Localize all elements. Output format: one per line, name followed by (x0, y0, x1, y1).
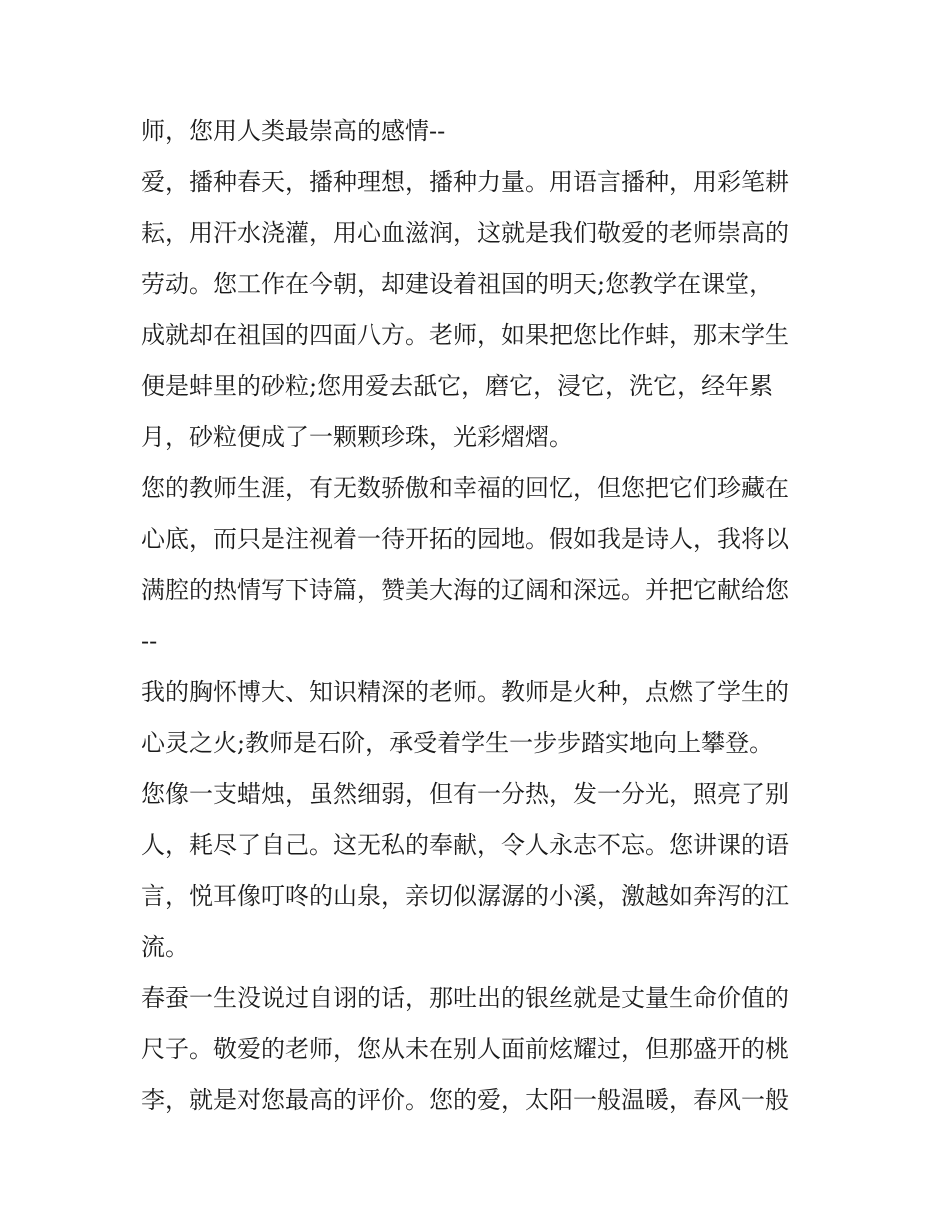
text-line: 您的教师生涯，有无数骄傲和幸福的回忆，但您把它们珍藏在 (141, 474, 789, 502)
text-line: 师，您用人类最崇高的感情-- (141, 117, 446, 145)
text-line: 春蚕一生没说过自诩的话，那吐出的银丝就是丈量生命价值的 (141, 984, 789, 1012)
text-line: 李，就是对您最高的评价。您的爱，太阳一般温暖，春风一般 (141, 1086, 789, 1114)
text-line: 人，耗尽了自己。这无私的奉献，令人永志不忘。您讲课的语 (141, 831, 789, 859)
text-line: 尺子。敬爱的老师，您从未在别人面前炫耀过，但那盛开的桃 (141, 1035, 789, 1063)
text-line: 流。 (141, 933, 189, 961)
text-line: 言，悦耳像叮咚的山泉，亲切似潺潺的小溪，激越如奔泻的江 (141, 882, 789, 910)
text-line: 心灵之火;教师是石阶，承受着学生一步步踏实地向上攀登。 (141, 729, 774, 757)
text-line: 耘，用汗水浇灌，用心血滋润，这就是我们敬爱的老师崇高的 (141, 219, 789, 247)
text-line: 成就却在祖国的四面八方。老师，如果把您比作蚌，那末学生 (141, 321, 789, 349)
text-line: 满腔的热情写下诗篇，赞美大海的辽阔和深远。并把它献给您 (141, 576, 789, 604)
text-line: -- (141, 627, 158, 655)
text-line: 劳动。您工作在今朝，却建设着祖国的明天;您教学在课堂， (141, 270, 774, 298)
text-line: 月，砂粒便成了一颗颗珍珠，光彩熠熠。 (141, 423, 573, 451)
text-line: 我的胸怀博大、知识精深的老师。教师是火种，点燃了学生的 (141, 678, 789, 706)
text-line: 便是蚌里的砂粒;您用爱去舐它，磨它，浸它，洗它，经年累 (141, 372, 774, 400)
document-text-body (141, 106, 821, 1126)
text-line: 您像一支蜡烛，虽然细弱，但有一分热，发一分光，照亮了别 (141, 780, 789, 808)
text-line: 心底，而只是注视着一待开拓的园地。假如我是诗人，我将以 (141, 525, 789, 553)
text-line: 爱，播种春天，播种理想，播种力量。用语言播种，用彩笔耕 (141, 168, 789, 196)
